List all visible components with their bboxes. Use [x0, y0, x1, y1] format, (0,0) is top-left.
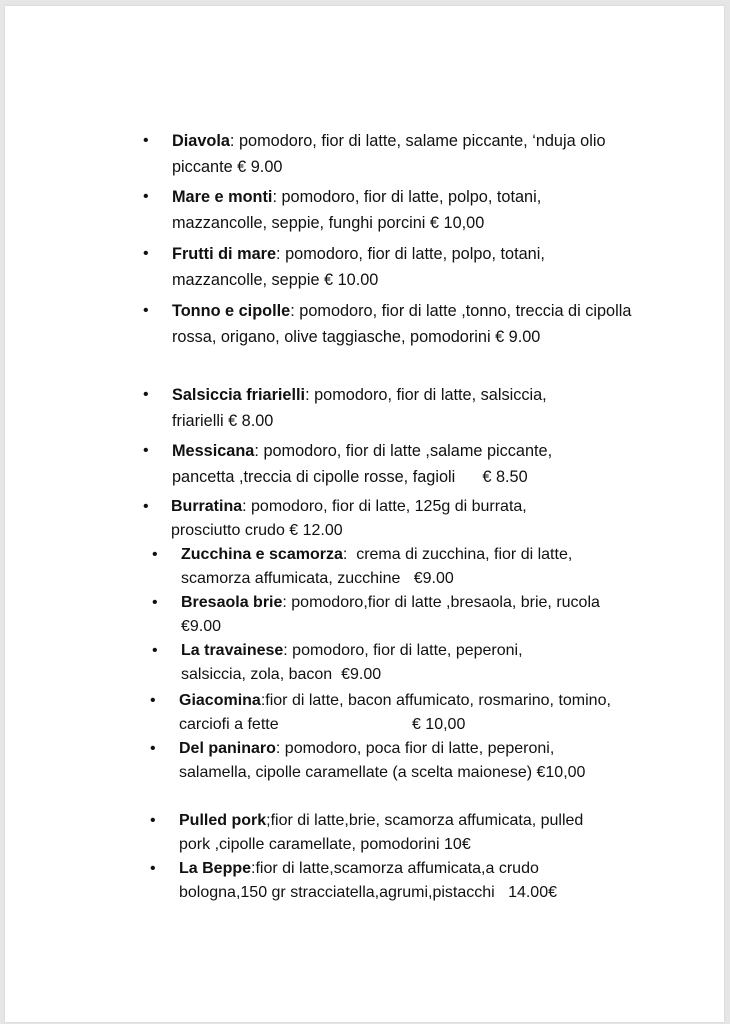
item-name: La Beppe — [179, 860, 252, 877]
bullet-icon: • — [143, 188, 149, 205]
item-description: fior di latte,brie, scamorza affumicata, pulled pork ,cipolle caramellate, pomodorini 10€ — [179, 812, 584, 853]
item-name: Bresaola brie — [181, 594, 283, 611]
item-name: Zucchina e scamorza — [181, 546, 343, 563]
item-name: La travainese — [181, 642, 284, 659]
item-description: pomodoro, fior di latte ,tonno, treccia di cipolla rossa, origano, olive taggiasche, pomodorini € 9.00 — [172, 302, 632, 346]
menu-item-salsiccia-friarielli: • Salsiccia friarielli: pomodoro, fior di latte, salsiccia, friarielli € 8.00 — [143, 382, 592, 434]
bullet-icon: • — [143, 302, 149, 319]
item-name: Del paninaro — [179, 740, 276, 757]
menu-item-messicana: • Messicana: pomodoro, fior di latte ,salame piccante, pancetta ,treccia di cipolle rosse, fagioli € 8.50 — [143, 438, 602, 490]
bullet-icon: • — [143, 386, 149, 403]
item-name: Messicana — [172, 442, 255, 460]
menu-item-zucchina-e-scamorza: • Zucchina e scamorza: crema di zucchina, fior di latte, scamorza affumicata, zucchine €9.00 — [152, 543, 601, 591]
menu-item-pulled-pork: • Pulled pork;fior di latte,brie, scamorza affumicata, pulled pork ,cipolle caramellate, pomodorini 10€ — [150, 809, 599, 857]
item-description: fior di latte,scamorza affumicata,a crudo bologna,150 gr stracciatella,agrumi,pistacchi 14.00€ — [179, 860, 557, 901]
item-name: Mare e monti — [172, 188, 273, 206]
menu-item-burratina: • Burratina: pomodoro, fior di latte, 125g di burrata, prosciutto crudo € 12.00 — [143, 495, 571, 543]
bullet-icon: • — [143, 132, 149, 149]
menu-item-mare-e-monti: • Mare e monti: pomodoro, fior di latte, polpo, totani, mazzancolle, seppie, funghi porcini € 10,00 — [143, 184, 632, 236]
item-name: Giacomina — [179, 692, 261, 709]
item-name: Pulled pork — [179, 812, 267, 829]
bullet-icon: • — [152, 642, 158, 659]
item-description: pomodoro, fior di latte, salame piccante, ‘nduja olio piccante € 9.00 — [172, 132, 606, 176]
bullet-icon: • — [143, 442, 149, 459]
item-description: pomodoro, fior di latte, polpo, totani, mazzancolle, seppie, funghi porcini € 10,00 — [172, 188, 542, 232]
menu-item-del-paninaro: • Del paninaro: pomodoro, poca fior di latte, peperoni, salamella, cipolle caramellate (a scelta maionese) €10,00 — [150, 737, 619, 785]
item-name: Diavola — [172, 132, 230, 150]
menu-item-giacomina: • Giacomina:fior di latte, bacon affumicato, rosmarino, tomino, carciofi a fette € 10,00 — [150, 689, 619, 737]
item-description: pomodoro, poca fior di latte, peperoni, salamella, cipolle caramellate (a scelta maionese) €10,00 — [179, 740, 586, 781]
item-description: pomodoro, fior di latte, peperoni, salsiccia, zola, bacon €9.00 — [181, 642, 527, 683]
menu-item-la-travainese: • La travainese: pomodoro, fior di latte, peperoni, salsiccia, zola, bacon €9.00 — [152, 639, 581, 687]
item-description: pomodoro,fior di latte ,bresaola, brie, rucola €9.00 — [181, 594, 609, 635]
menu-item-bresaola-brie: • Bresaola brie: pomodoro,fior di latte ,bresaola, brie, rucola €9.00 — [152, 591, 611, 639]
item-name: Burratina — [171, 498, 243, 515]
item-description: pomodoro, fior di latte, 125g di burrata, prosciutto crudo € 12.00 — [171, 498, 527, 539]
bullet-icon: • — [152, 594, 158, 611]
item-name: Frutti di mare — [172, 245, 277, 263]
bullet-icon: • — [150, 860, 156, 877]
menu-page — [5, 6, 724, 1022]
bullet-icon: • — [150, 692, 156, 709]
menu-item-la-beppe: • La Beppe:fior di latte,scamorza affumicata,a crudo bologna,150 gr stracciatella,agrumi,pistacchi 14.00€ — [150, 857, 629, 905]
menu-item-frutti-di-mare: • Frutti di mare: pomodoro, fior di latte, polpo, totani, mazzancolle, seppie € 10.00 — [143, 241, 632, 293]
menu-item-diavola: • Diavola: pomodoro, fior di latte, salame piccante, ‘nduja olio piccante € 9.00 — [143, 128, 632, 180]
item-name: Salsiccia friarielli — [172, 386, 306, 404]
item-description: fior di latte, bacon affumicato, rosmarino, tomino, carciofi a fette € 10,00 — [179, 692, 616, 733]
bullet-icon: • — [150, 812, 156, 829]
item-description: crema di zucchina, fior di latte, scamorza affumicata, zucchine €9.00 — [181, 546, 577, 587]
item-description: pomodoro, fior di latte ,salame piccante, pancetta ,treccia di cipolle rosse, fagioli € 8.50 — [172, 442, 557, 486]
bullet-icon: • — [143, 245, 149, 262]
bullet-icon: • — [150, 740, 156, 757]
item-description: pomodoro, fior di latte, salsiccia, friarielli € 8.00 — [172, 386, 547, 430]
menu-item-tonno-e-cipolle: • Tonno e cipolle: pomodoro, fior di latte ,tonno, treccia di cipolla rossa, origano, olive taggiasche, pomodorini € 9.00 — [143, 298, 632, 350]
pizza-menu-list — [5, 6, 724, 1022]
bullet-icon: • — [152, 546, 158, 563]
item-name: Tonno e cipolle — [172, 302, 291, 320]
bullet-icon: • — [143, 498, 149, 515]
item-description: pomodoro, fior di latte, polpo, totani, mazzancolle, seppie € 10.00 — [172, 245, 545, 289]
